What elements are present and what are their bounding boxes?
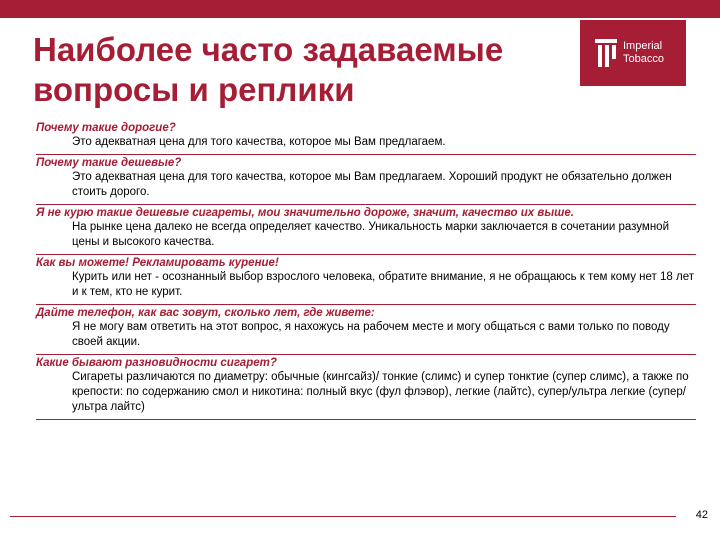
page-title: Наиболее часто задаваемые вопросы и реплики: [33, 31, 504, 108]
question-text: Почему такие дорогие?: [36, 122, 176, 134]
qa-item: [36, 207, 696, 255]
answer-text: Я не могу вам ответить на этот вопрос, я нахожусь на рабочем месте и могу общаться с вами только по поводу своей акции.: [72, 321, 670, 348]
imperial-tobacco-logo: [580, 20, 686, 86]
answer-text: На рынке цена далеко не всегда определяет качество. Уникальность марки заключается в сочетании разумной цены и высокого качества.: [72, 221, 669, 248]
qa-item: [36, 122, 696, 155]
answer-text: Это адекватная цена для того качества, которое мы Вам предлагаем. Хороший продукт не обязательно должен стоить дорого.: [72, 171, 672, 198]
qa-item: [36, 357, 696, 420]
question-text: Почему такие дешевые?: [36, 157, 182, 169]
footer-divider: [10, 516, 676, 517]
qa-item: [36, 157, 696, 205]
answer-text: Курить или нет - осознанный выбор взрослого человека, обратите внимание, я не обращаюсь к тем кому нет 18 лет и к тем, кто не курит.: [72, 271, 694, 298]
question-text: Как вы можете! Рекламировать курение!: [36, 257, 279, 269]
answer-text: Сигареты различаются по диаметру: обычные (кингсайз)/ тонкие (слимс) и супер тонктие (супер слимс), а также по крепости: по содержанию смол и никотина: полный вкус (фул флэвор), легкие (лайтс), супер/ультра легкие (супер/ультра лайтс): [72, 371, 689, 413]
question-text: Какие бывают разновидности сигарет?: [36, 357, 277, 369]
top-accent-bar: [0, 0, 720, 18]
logo-text-line2: Tobacco: [623, 53, 664, 65]
logo-text-line1: Imperial: [623, 40, 663, 52]
question-text: Дайте телефон, как вас зовут, сколько лет, где живете:: [36, 307, 375, 319]
question-text: Я не курю такие дешевые сигареты, мои значительно дороже, значит, качество их выше.: [36, 207, 574, 219]
qa-item: [36, 257, 696, 305]
qa-list: [36, 122, 696, 422]
qa-item: [36, 307, 696, 355]
page-number: 42: [695, 509, 708, 521]
answer-text: Это адекватная цена для того качества, которое мы Вам предлагаем.: [72, 136, 446, 148]
imperial-tobacco-emblem-icon: [593, 35, 619, 71]
